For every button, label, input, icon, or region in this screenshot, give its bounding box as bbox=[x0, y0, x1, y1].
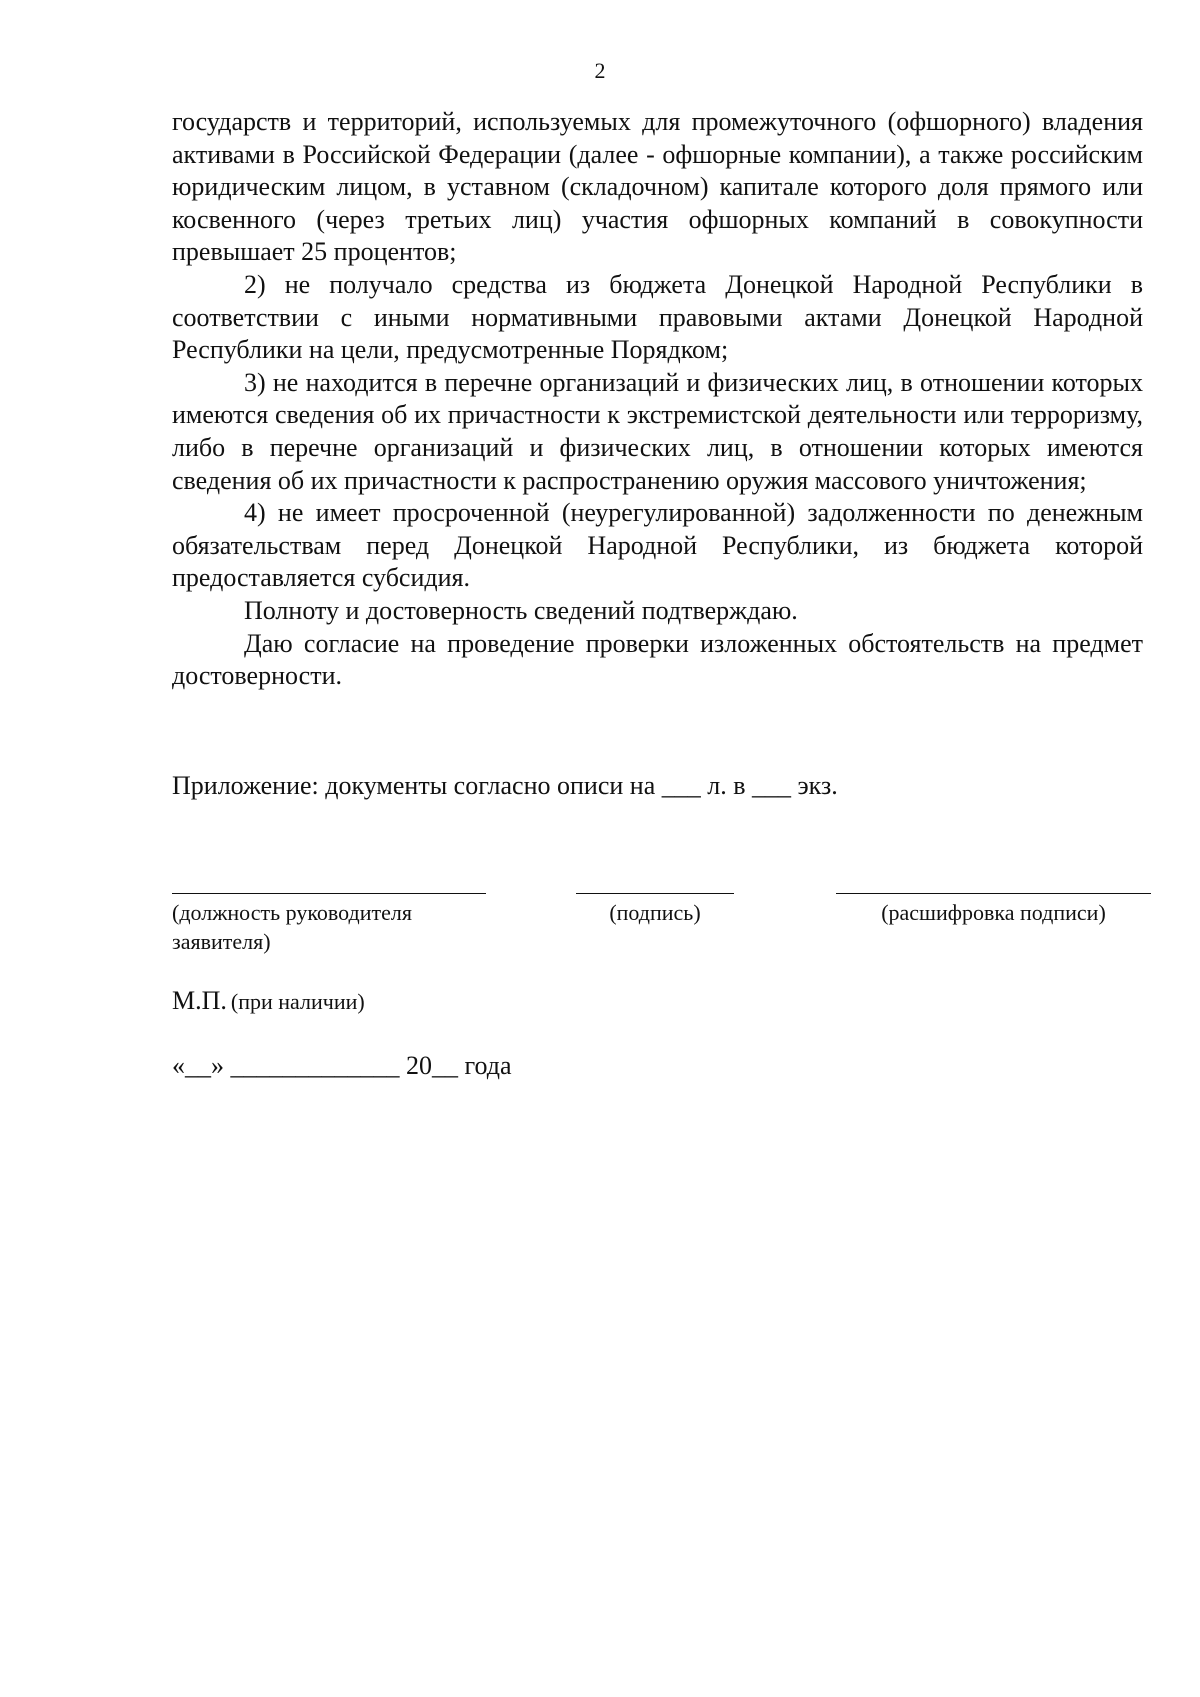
stamp-note: (при наличии) bbox=[230, 989, 365, 1014]
paragraph-confirmation: Полноту и достоверность сведений подтверждаю. bbox=[244, 595, 798, 625]
stamp-label: М.П. bbox=[172, 986, 227, 1015]
paragraph-item-2: 2) не получало средства из бюджета Донецкой Народной Республики в соответствии с иными нормативными правовыми актами Донецкой Народной Республики на цели, предусмотренные Порядком; bbox=[172, 269, 1143, 365]
position-signature-line bbox=[172, 893, 486, 894]
signature-caption: (подпись) bbox=[609, 900, 701, 925]
signature-line bbox=[576, 893, 734, 894]
stamp-line bbox=[172, 985, 365, 1021]
decoding-signature-line bbox=[836, 893, 1151, 894]
paragraph-item-4: 4) не имеет просроченной (неурегулированной) задолженности по денежным обязательствам перед Донецкой Народной Республики, из бюджета которой предоставляется субсидия. bbox=[172, 498, 1143, 593]
page-number: 2 bbox=[594, 58, 606, 83]
date-line: «__» _____________ 20__ года bbox=[172, 1051, 512, 1080]
paragraph-offshore: государств и территорий, используемых для промежуточного (офшорного) владения активами в Российской Федерации (далее - офшорные компании), а также российским юридическим лицом, в уставном (складочном) капитале которого доля прямого или косвенного (через третьих лиц) участия офшорных компаний в совокупности превышает 25 процентов; bbox=[172, 107, 1143, 267]
paragraph-consent: Даю согласие на проведение проверки изложенных обстоятельств на предмет достоверности. bbox=[172, 628, 1143, 691]
paragraph-item-3: 3) не находится в перечне организаций и физических лиц, в отношении которых имеются сведения об их причастности к экстремистской деятельности или терроризму, либо в перечне организаций и физических лиц, в отношении которых имеются сведения об их причастности к распространению оружия массового уничтожения; bbox=[172, 367, 1143, 495]
document-body bbox=[172, 106, 1143, 693]
position-caption: (должность руководителя заявителя) bbox=[172, 900, 412, 954]
attachment-line: Приложение: документы согласно описи на ___ л. в ___ экз. bbox=[172, 771, 838, 800]
decoding-caption: (расшифровка подписи) bbox=[881, 900, 1106, 925]
